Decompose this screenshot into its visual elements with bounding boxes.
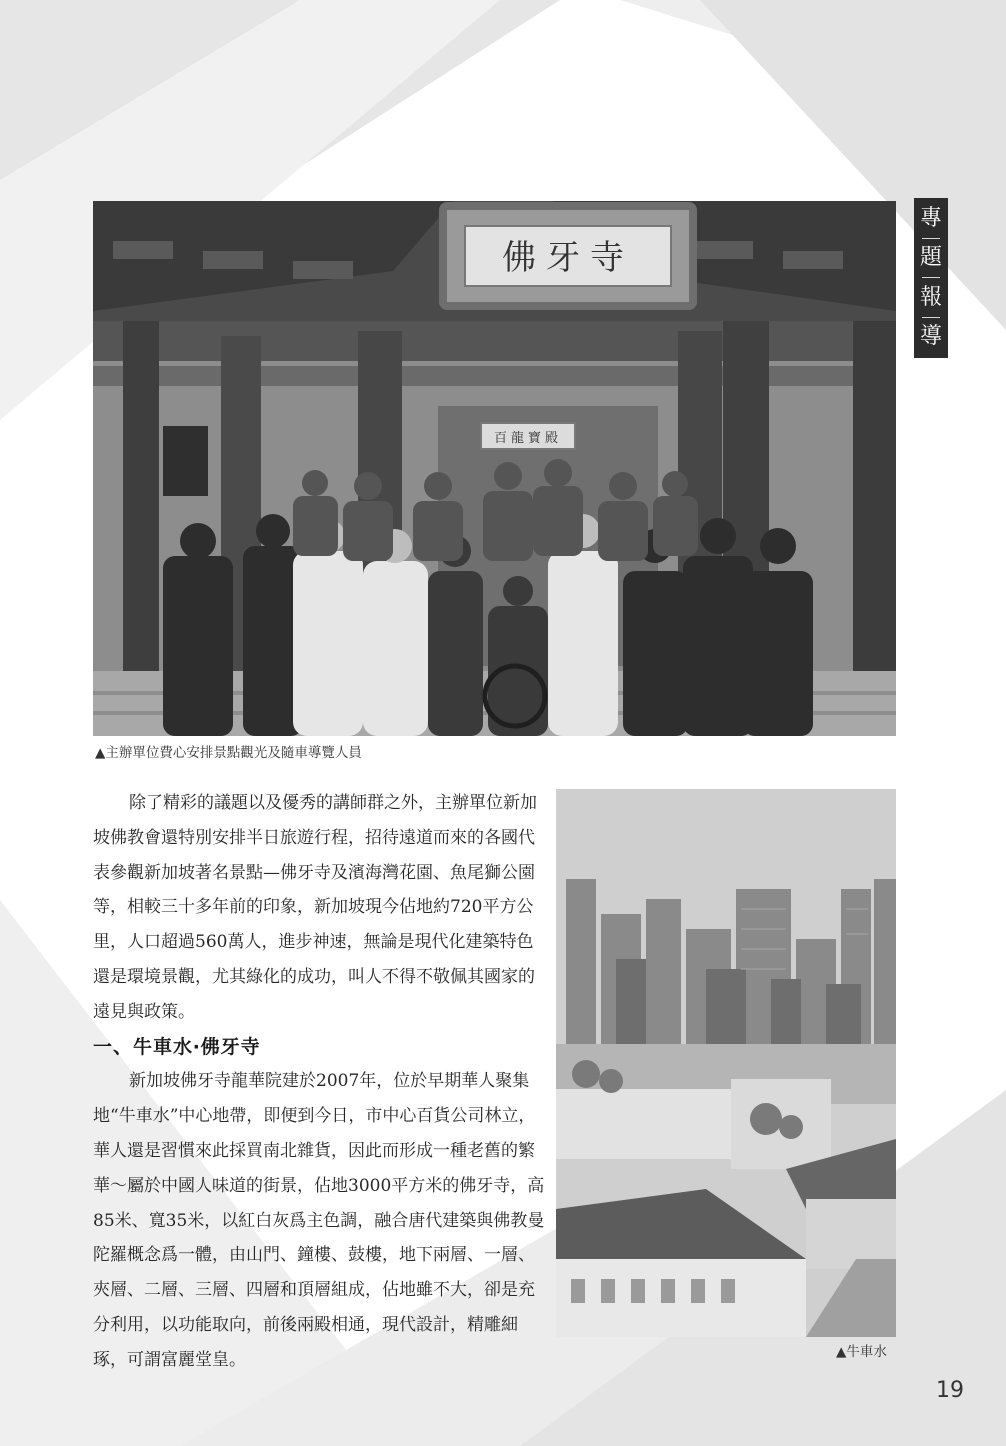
photo-caption-top: ▲主辦單位費心安排景點觀光及隨車導覽人員 [95, 745, 362, 761]
section-heading: 一、牛車水‧佛牙寺 [93, 1035, 261, 1058]
paragraph-temple: 新加坡佛牙寺龍華院建於2007年，位於早期華人聚集地“牛車水”中心地帶，即便到今日，市中心百貨公司林立，華人還是習慣來此採買南北雜貨，因此而形成一種老舊的繁華～屬於中國人味道的街景，佔地3000平方米的佛牙寺，高85米、寬35米，以紅白灰爲主色調，融合唐代建築與佛教曼陀羅概念爲一體，由山門、鐘樓、鼓樓，地下兩層、一層、夾層、二層、三層、四層和頂層組成，佔地雖不大，卻是充分利用，以功能取向，前後兩殿相通，現代設計，精雕細琢，可謂富麗堂皇。 [93, 1071, 545, 1370]
section-tab-char: 專 [919, 206, 942, 232]
signboard-inner-text: 百龍寶殿 [493, 431, 563, 446]
paragraph-intro: 除了精彩的議題以及優秀的講師群之外，主辦單位新加坡佛教會還特別安排半日旅遊行程，招待遠道而來的各國代表參觀新加坡著名景點—佛牙寺及濱海灣花園、魚尾獅公園等，相較三十多年前的印象，新加坡現今佔地約720平方公里，人口超過560萬人，進步神速，無論是現代化建築特色還是環境景觀，尤其綠化的成功，叫人不得不敬佩其國家的遠見與政策。 [93, 793, 537, 1022]
section-tab-divider [922, 238, 940, 239]
photo-caption-right: ▲牛車水 [836, 1344, 887, 1360]
section-tab-divider [922, 277, 940, 278]
temple-group-photo [93, 201, 896, 736]
section-tab [914, 198, 948, 358]
section-tab-char: 報 [919, 284, 942, 310]
signboard-main-text: 佛牙寺 [502, 238, 634, 278]
section-tab-divider [922, 317, 940, 318]
section-tab-char: 題 [919, 245, 942, 271]
page-number: 19 [936, 1378, 964, 1403]
article-body [93, 786, 548, 1378]
chinatown-photo [556, 789, 896, 1337]
section-tab-char: 導 [919, 323, 942, 349]
